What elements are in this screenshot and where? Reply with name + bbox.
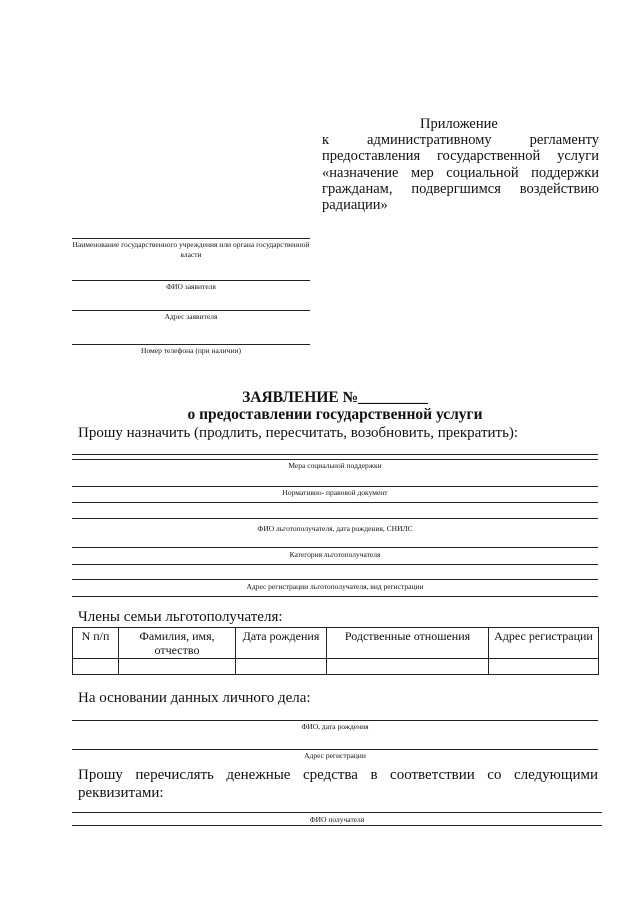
- appendix-line: предоставления государственной услуги: [322, 148, 599, 165]
- phone-caption: Номер телефона (при наличии): [141, 346, 241, 355]
- phone-field[interactable]: [72, 344, 310, 345]
- category-field[interactable]: [72, 547, 598, 548]
- recipient-field-underline[interactable]: [72, 825, 602, 826]
- column-header: Адрес регистрации: [489, 628, 599, 659]
- column-header: Дата рождения: [236, 628, 327, 659]
- request-text: Прошу назначить (продлить, пересчитать, возобновить, прекратить):: [78, 425, 519, 441]
- normative-doc-caption: Нормативно- правовой документ: [282, 488, 388, 497]
- table-cell[interactable]: [327, 659, 489, 675]
- applicant-name-caption: ФИО заявителя: [166, 282, 216, 291]
- document-subtitle: о предоставлении государственной услуги: [187, 406, 483, 423]
- measure-field[interactable]: [72, 459, 598, 460]
- recipient-caption: ФИО получателя: [309, 815, 365, 824]
- registration-field[interactable]: [72, 579, 598, 580]
- table-cell[interactable]: [73, 659, 119, 675]
- applicant-name-field[interactable]: [72, 280, 310, 281]
- recipient-field[interactable]: [72, 812, 602, 813]
- name-dob-caption: ФИО, дата рождения: [301, 722, 369, 731]
- document-title: ЗАЯВЛЕНИЕ №_________: [242, 389, 428, 406]
- payment-text: Прошу перечислять денежные средства в соответствии со следующими реквизитами:: [78, 767, 598, 801]
- beneficiary-field[interactable]: [72, 518, 598, 519]
- table-cell[interactable]: [489, 659, 599, 675]
- appendix-line: к административному регламенту: [322, 132, 599, 149]
- column-header: N п/п: [73, 628, 119, 659]
- family-table-header: [73, 628, 599, 659]
- column-header: Родственные отношения: [327, 628, 489, 659]
- normative-doc-field[interactable]: [72, 486, 598, 487]
- address-caption: Адрес регистрации: [304, 751, 366, 760]
- name-dob-field[interactable]: [72, 720, 598, 721]
- applicant-address-caption: Адрес заявителя: [164, 312, 218, 321]
- appendix-line: радиации»: [322, 197, 388, 214]
- family-table: [72, 627, 599, 675]
- appendix-block: [322, 116, 599, 213]
- request-blank-line[interactable]: [72, 564, 598, 565]
- family-label: Члены семьи льготополучателя:: [78, 609, 283, 625]
- request-blank-line[interactable]: [72, 596, 598, 597]
- appendix-line: «назначение мер социальной поддержки: [322, 164, 599, 181]
- personal-file-label: На основании данных личного дела:: [78, 690, 311, 706]
- appendix-title: Приложение: [420, 116, 498, 132]
- request-blank-line[interactable]: [72, 454, 598, 455]
- institution-field[interactable]: [72, 238, 310, 239]
- table-cell[interactable]: [236, 659, 327, 675]
- category-caption: Категория льготополучателя: [289, 550, 381, 559]
- table-cell[interactable]: [119, 659, 236, 675]
- institution-caption: Наименование государственного учреждения или органа государственной власти: [72, 240, 310, 259]
- measure-caption: Мера социальной поддержки: [288, 461, 382, 470]
- table-row: [73, 659, 599, 675]
- beneficiary-caption: ФИО льготополучателя, дата рождения, СНИЛС: [257, 524, 413, 533]
- appendix-line: гражданам, подвергшимся воздействию: [322, 180, 599, 197]
- registration-caption: Адрес регистрации льготополучателя, вид регистрации: [246, 582, 424, 591]
- request-blank-line[interactable]: [72, 502, 598, 503]
- applicant-address-field[interactable]: [72, 310, 310, 311]
- column-header: Фамилия, имя, отчество: [119, 628, 236, 659]
- address-field[interactable]: [72, 749, 598, 750]
